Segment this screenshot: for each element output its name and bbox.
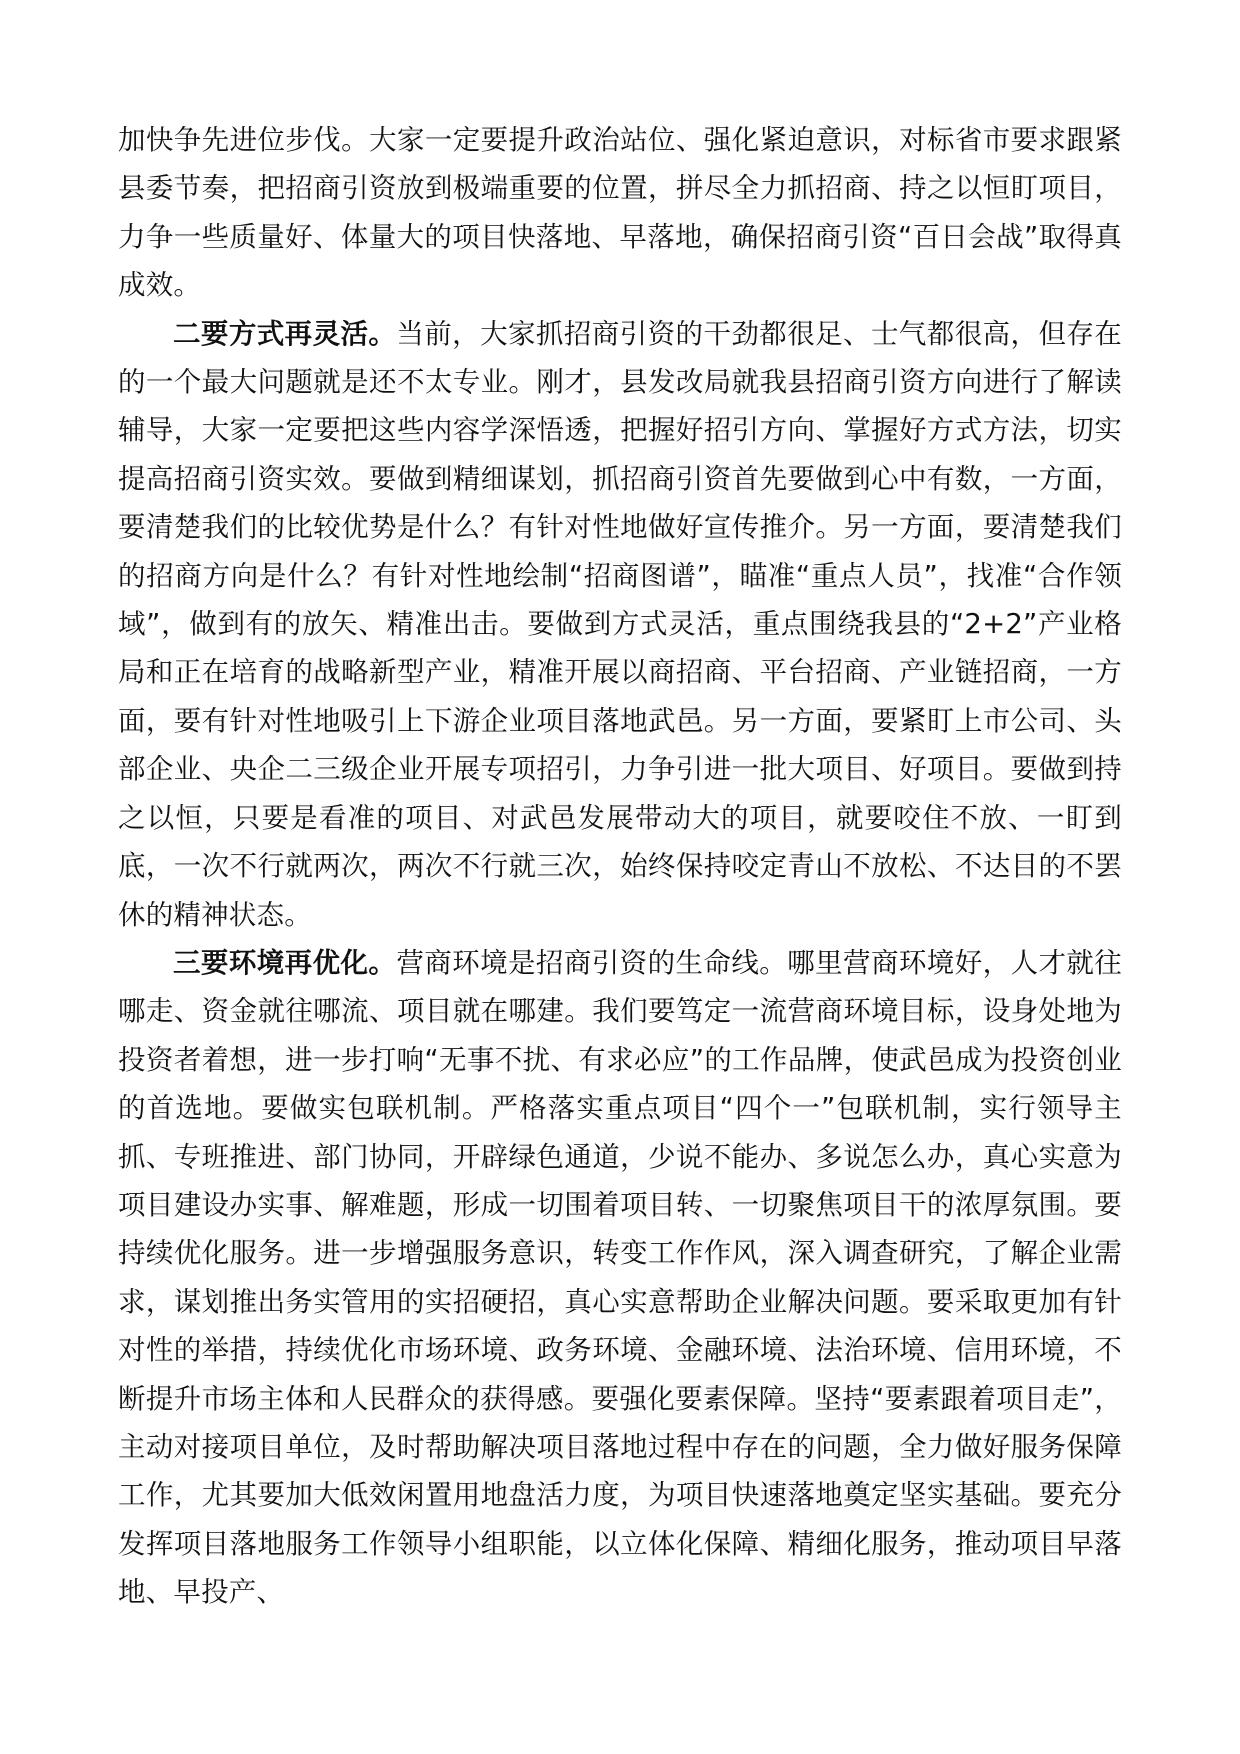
paragraph-body: 营商环境是招商引资的生命线。哪里营商环境好，人才就往哪走、资金就往哪流、项目就在哪建。我们要笃定一流营商环境目标，设身处地为投资者着想，进一步打响“无事不扰、有求必应”的工作品牌，使武邑成为投资创业的首选地。要做实包联机制。严格落实重点项目“四个一”包联机制，实行领导主抓、专班推进、部门协同，开辟绿色通道，少说不能办、多说怎么办，真心实意为项目建设办实事、解难题，形成一切围着项目转、一切聚焦项目干的浓厚氛围。要持续优化服务。进一步增强服务意识，转变工作作风，深入调查研究，了解企业需求，谋划推出务实管用的实招硬招，真心实意帮助企业解决问题。要采取更加有针对性的举措，持续优化市场环境、政务环境、金融环境、法治环境、信用环境，不断提升市场主体和人民群众的获得感。要强化要素保障。坚持“要素跟着项目走”，主动对接项目单位，及时帮助解决项目落地过程中存在的问题，全力做好服务保障工作，尤其要加大低效闲置用地盘活力度，为项目快速落地奠定坚实基础。要充分发挥项目落地服务工作领导小组职能，以立体化保障、精细化服务，推动项目早落地、早投产、 xyxy=(118,946,1122,1609)
paragraph-heading: 二要方式再灵活。 xyxy=(173,317,397,350)
paragraph-body: 加快争先进位步伐。大家一定要提升政治站位、强化紧迫意识，对标省市要求跟紧县委节奏，把招商引资放到极端重要的位置，拼尽全力抓招商、持之以恒盯项目，力争一些质量好、体量大的项目快落地、早落地，确保招商引资“百日会战”取得真成效。 xyxy=(118,124,1122,302)
paragraph-environment-optimize xyxy=(118,939,1122,1617)
paragraph-continuation xyxy=(118,116,1122,310)
paragraph-heading: 三要环境再优化。 xyxy=(173,946,397,979)
document-page xyxy=(118,116,1122,1676)
paragraph-method-flexible xyxy=(118,310,1122,939)
paragraph-body: 当前，大家抓招商引资的干劲都很足、士气都很高，但存在的一个最大问题就是还不太专业。刚才，县发改局就我县招商引资方向进行了解读辅导，大家一定要把这些内容学深悟透，把握好招引方向、掌握好方式方法，切实提高招商引资实效。要做到精细谋划，抓招商引资首先要做到心中有数，一方面，要清楚我们的比较优势是什么？有针对性地做好宣传推介。另一方面，要清楚我们的招商方向是什么？有针对性地绘制“招商图谱”，瞄准“重点人员”，找准“合作领域”，做到有的放矢、精准出击。要做到方式灵活，重点围绕我县的“2+2”产业格局和正在培育的战略新型产业，精准开展以商招商、平台招商、产业链招商，一方面，要有针对性地吸引上下游企业项目落地武邑。另一方面，要紧盯上市公司、头部企业、央企二三级企业开展专项招引，力争引进一批大项目、好项目。要做到持之以恒，只要是看准的项目、对武邑发展带动大的项目，就要咬住不放、一盯到底，一次不行就两次，两次不行就三次，始终保持咬定青山不放松、不达目的不罢休的精神状态。 xyxy=(118,317,1122,931)
